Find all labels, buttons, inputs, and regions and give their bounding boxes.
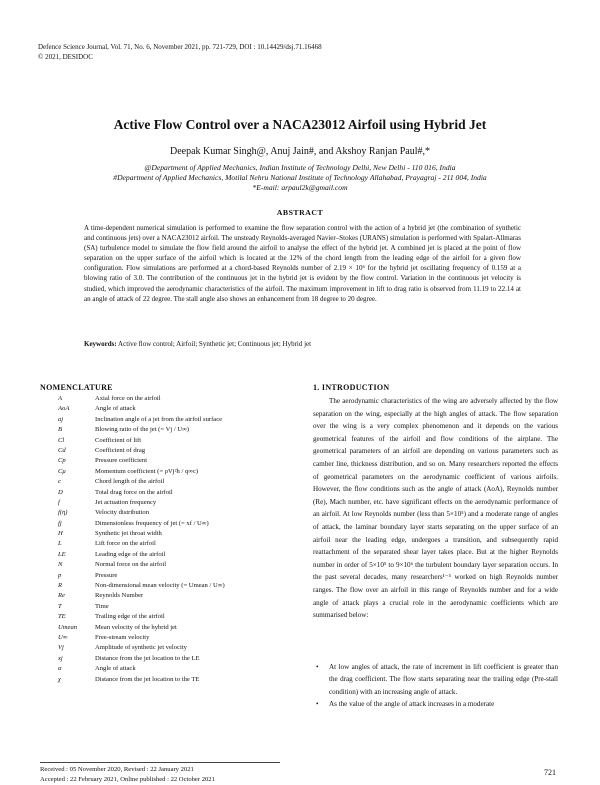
nomenclature-symbol: LE xyxy=(58,550,66,558)
nomenclature-definition: Normal force on the airfoil xyxy=(95,561,167,569)
abstract-text: A time-dependent numerical simulation is performed to examine the flow separation control with the action of a hybrid jet (the combination of synthetic and continuous jets) over a NACA23012 airfoil. The unsteady Reynolds-averaged Navier–Stokes (URANS) simulation is performed with Spalart-Allmaras (SA) turbulence model to simulate the flow field around the airfoil to analyse the effect of the hybrid jet. A combined jet is placed at the point of flow separation on the upper surface of the airfoil which is located at the 12% of the chord length from the leading edge of the airfoil for a given flow configuration. Flow simulations are performed at a chord-based Reynolds number of 2.19 × 10⁶ for the hybrid jet oscillating frequency of 0.159 at a blowing ratio of 3.0. The contribution of the continuous jet in the hybrid jet is evident by the flow control. Variation in the continuous jet velocity is studied, which improved the aerodynamic characteristics of the airfoil. The maximum improvement in lift to drag ratio is observed from 11.19 to 22.14 at an angle of attack of 22 degree. The stall angle also shows an enhancement from 18 degree to 20 degree. xyxy=(84,224,521,303)
nomenclature-definition: Jet actuation frequency xyxy=(95,498,157,506)
nomenclature-symbol: Cμ xyxy=(58,467,66,475)
nomenclature-row xyxy=(40,415,300,425)
nomenclature-symbol: B xyxy=(58,426,63,434)
nomenclature-symbol: Re xyxy=(58,592,65,600)
nomenclature-definition: Pressure xyxy=(95,571,118,579)
keywords-label: Keywords: xyxy=(84,340,117,348)
journal-citation: Defence Science Journal, Vol. 71, No. 6, November 2021, pp. 721-729, DOI : 10.14429/dsj.71.16468 xyxy=(38,43,322,51)
nomenclature-symbol: Cd xyxy=(58,446,66,454)
nomenclature-symbol: χ xyxy=(58,675,61,683)
nomenclature-definition: Amplitude of synthetic jet velocity xyxy=(95,644,187,652)
nomenclature-row xyxy=(40,654,300,664)
nomenclature-symbol: TE xyxy=(58,613,66,621)
nomenclature-heading: NOMENCLATURE xyxy=(40,383,113,392)
received-dates xyxy=(40,765,215,785)
nomenclature-row xyxy=(40,623,300,633)
nomenclature-row xyxy=(40,571,300,581)
nomenclature-row xyxy=(40,664,300,674)
nomenclature-symbol: R xyxy=(58,582,63,590)
nomenclature-row xyxy=(40,425,300,435)
nomenclature-definition: Inclination angle of a jet from the airfoil surface xyxy=(95,415,223,423)
nomenclature-definition: Synthetic jet throat width xyxy=(95,530,162,538)
nomenclature-row xyxy=(40,591,300,601)
nomenclature-definition: Lift force on the airfoil xyxy=(95,540,156,548)
nomenclature-definition: Leading edge of the airfoil xyxy=(95,550,166,558)
affiliation-2: #Department of Applied Mechanics, Motilal Nehru National Institute of Technology Allahabad, Prayagraj - 211 004, India xyxy=(113,173,487,182)
nomenclature-row xyxy=(40,488,300,498)
affiliations xyxy=(0,163,600,193)
nomenclature-symbol: H xyxy=(58,530,63,538)
nomenclature-definition: Mean velocity of the hybrid jet xyxy=(95,623,177,631)
nomenclature-row xyxy=(40,602,300,612)
nomenclature-symbol: T xyxy=(58,602,62,610)
introduction-bullets xyxy=(313,661,558,711)
nomenclature-symbol: Vj xyxy=(58,644,64,652)
journal-header xyxy=(38,42,558,62)
nomenclature-row xyxy=(40,498,300,508)
nomenclature-definition: Blowing ratio of the jet (= Vj / U∞) xyxy=(95,426,190,434)
nomenclature-row xyxy=(40,529,300,539)
nomenclature-symbol: fj xyxy=(58,519,62,527)
bullet-dot-icon: • xyxy=(316,663,319,671)
nomenclature-symbol: Cp xyxy=(58,457,66,465)
nomenclature-list xyxy=(40,394,300,685)
nomenclature-row xyxy=(40,643,300,653)
nomenclature-row xyxy=(40,612,300,622)
nomenclature-row xyxy=(40,394,300,404)
nomenclature-definition: Coefficient of lift xyxy=(95,436,142,444)
copyright: © 2021, DESIDOC xyxy=(38,53,93,61)
nomenclature-symbol: L xyxy=(58,540,62,548)
nomenclature-row xyxy=(40,456,300,466)
nomenclature-symbol: Cl xyxy=(58,436,65,444)
nomenclature-symbol: α xyxy=(58,665,62,673)
nomenclature-definition: Velocity distribution xyxy=(95,509,150,517)
keywords-text: Active flow control; Airfoil; Synthetic jet; Continuous jet; Hybrid jet xyxy=(118,340,312,348)
nomenclature-symbol: A xyxy=(58,395,63,402)
bullet-text: At low angles of attack, the rate of increment in lift coefficient is greater than the drag coefficient. The flow starts separating near the trailing edge (Pre-stall condition) with an increasing angle of attack. xyxy=(329,663,558,696)
nomenclature-definition: Non-dimensional mean velocity (= Umean / U∞) xyxy=(95,582,225,590)
abstract-heading: ABSTRACT xyxy=(276,208,324,217)
nomenclature-definition: Angle of attack xyxy=(95,405,136,413)
nomenclature-definition: Pressure coefficient xyxy=(95,457,148,465)
nomenclature-row xyxy=(40,446,300,456)
nomenclature-definition: Free-stream velocity xyxy=(95,633,150,641)
nomenclature-row xyxy=(40,539,300,549)
nomenclature-symbol: D xyxy=(58,488,63,496)
nomenclature-row xyxy=(40,436,300,446)
nomenclature-row xyxy=(40,581,300,591)
bullet-item xyxy=(313,661,558,698)
footnote-divider xyxy=(40,762,280,763)
nomenclature-symbol: xj xyxy=(58,654,63,662)
introduction-paragraph: The aerodynamic characteristics of the wing are adversely affected by the flow separation on the wing, especially at the high angles of attack. The flow separation over the wing is a very complex phenomenon and it depends on the various geometrical features of the airfoil and flow conditions of the airplane. The geometrical parameters of an airfoil are depending on various parameters such as camber line, thickness distribution, and so on. Many researchers reported the effects of geometrical parameters on the aerodynamic coefficient of various airfoils. However, the flow conditions such as the angle of attack (AoA), Reynolds number (Re), Mach number, etc. have significant effects on the aerodynamic performance of an airfoil. At low Reynolds number (less than 5×10⁵) and a moderate range of angles of attack, the laminar boundary layer starts separating on the upper surface of an airfoil near the leading edge, undergoes a transition, and subsequently rapid reattachment of the separated shear layer takes place. But at the higher Reynolds number in order of 5×10⁵ to 9×10⁶ the turbulent boundary layer separation occurs. In the past several decades, many researchers¹⁻⁵ worked on high Reynolds number ranges. The flow over an airfoil in this range of Reynolds number and for a wide angle of attack plays a crucial role in the aerodynamic coefficients which are summarised below: xyxy=(313,397,558,620)
nomenclature-row xyxy=(40,550,300,560)
nomenclature-definition: Axial force on the airfoil xyxy=(95,395,161,402)
nomenclature-definition: Dimensionless frequency of jet (= xf / U∞) xyxy=(95,519,209,527)
nomenclature-row xyxy=(40,519,300,529)
nomenclature-definition: Distance from the jet location to the LE xyxy=(95,654,200,662)
nomenclature-definition: Reynolds Number xyxy=(95,592,144,600)
nomenclature-symbol: f(η) xyxy=(58,509,68,517)
accepted-line: Accepted : 22 February 2021, Online published : 22 October 2021 xyxy=(40,776,215,783)
page-number: 721 xyxy=(544,768,556,777)
nomenclature-definition: Chord length of the airfoil xyxy=(95,478,165,486)
nomenclature-symbol: f xyxy=(58,498,60,506)
nomenclature-row xyxy=(40,633,300,643)
nomenclature-row xyxy=(40,404,300,414)
nomenclature-definition: Distance from the jet location to the TE xyxy=(95,675,200,683)
nomenclature-symbol: p xyxy=(58,571,62,579)
authors: Deepak Kumar Singh@, Anuj Jain#, and Akshoy Ranjan Paul#,* xyxy=(169,146,430,157)
bullet-item xyxy=(313,698,558,710)
nomenclature-symbol: N xyxy=(58,561,63,569)
nomenclature-symbol: AoA xyxy=(58,405,70,413)
nomenclature-definition: Coefficient of drag xyxy=(95,446,146,454)
bullet-text: As the value of the angle of attack increases in a moderate xyxy=(329,700,495,709)
introduction-heading: 1. INTRODUCTION xyxy=(313,383,390,392)
bullet-dot-icon: • xyxy=(316,700,319,709)
received-line: Received : 05 November 2020, Revised : 22 January 2021 xyxy=(40,766,194,773)
nomenclature-row xyxy=(40,477,300,487)
nomenclature-symbol: aj xyxy=(58,415,64,423)
introduction-body xyxy=(313,395,558,622)
paper-title: Active Flow Control over a NACA23012 Airfoil using Hybrid Jet xyxy=(113,117,487,132)
nomenclature-symbol: Umean xyxy=(58,623,78,631)
nomenclature-definition: Momentum coefficient (= ρVj²h / q∞c) xyxy=(95,467,199,475)
nomenclature-row xyxy=(40,675,300,685)
nomenclature-definition: Angle of attack xyxy=(95,665,136,673)
nomenclature-definition: Time xyxy=(95,602,109,610)
nomenclature-definition: Total drag force on the airfoil xyxy=(95,488,173,496)
nomenclature-row xyxy=(40,467,300,477)
corresponding-email: *E-mail: arpaul2k@gmail.com xyxy=(252,183,348,192)
nomenclature-symbol: c xyxy=(58,478,61,486)
affiliation-1: @Department of Applied Mechanics, Indian Institute of Technology Delhi, New Delhi - 110 016, India xyxy=(144,163,456,172)
nomenclature-definition: Trailing edge of the airfoil xyxy=(95,613,165,621)
keywords xyxy=(84,340,521,348)
nomenclature-symbol: U∞ xyxy=(58,633,68,641)
nomenclature-row xyxy=(40,560,300,570)
nomenclature-row xyxy=(40,508,300,518)
